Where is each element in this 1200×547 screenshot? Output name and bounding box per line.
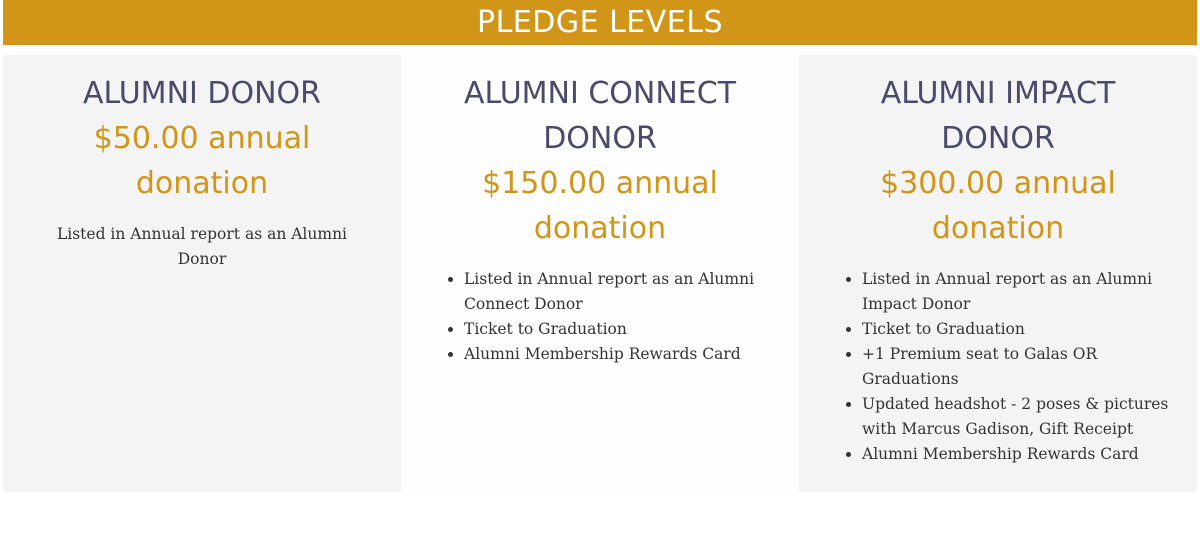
tier-price: $150.00 annual donation xyxy=(482,166,718,246)
list-item: • Alumni Membership Rewards Card xyxy=(464,342,799,367)
pledge-tiers xyxy=(3,55,1197,492)
tier-description: Listed in Annual report as an Alumni Donor xyxy=(56,225,348,268)
tier-card-alumni-donor xyxy=(3,55,401,492)
tier-price: $300.00 annual donation xyxy=(880,166,1116,246)
list-item: • Updated headshot - 2 poses & pictures with Marcus Gadison, Gift Receipt xyxy=(862,392,1197,442)
tier-card-alumni-connect-donor xyxy=(401,55,799,492)
benefit-list xyxy=(799,267,1197,467)
list-item: • Listed in Annual report as an Alumni Connect Donor xyxy=(464,267,799,317)
list-item: • Listed in Annual report as an Alumni Impact Donor xyxy=(862,267,1197,317)
banner-title: PLEDGE LEVELS xyxy=(476,4,723,40)
tier-card-alumni-impact-donor xyxy=(799,55,1197,492)
list-item: • Ticket to Graduation xyxy=(464,317,799,342)
pledge-levels-banner xyxy=(3,0,1197,45)
tier-name: ALUMNI IMPACT DONOR xyxy=(880,76,1116,156)
list-item: • +1 Premium seat to Galas OR Graduations xyxy=(862,342,1197,392)
list-item: • Ticket to Graduation xyxy=(862,317,1197,342)
benefit-list xyxy=(401,267,799,367)
list-item: • Alumni Membership Rewards Card xyxy=(862,442,1197,467)
tier-name: ALUMNI DONOR xyxy=(82,76,322,111)
tier-name: ALUMNI CONNECT DONOR xyxy=(463,76,737,156)
tier-price: $50.00 annual donation xyxy=(93,121,311,201)
